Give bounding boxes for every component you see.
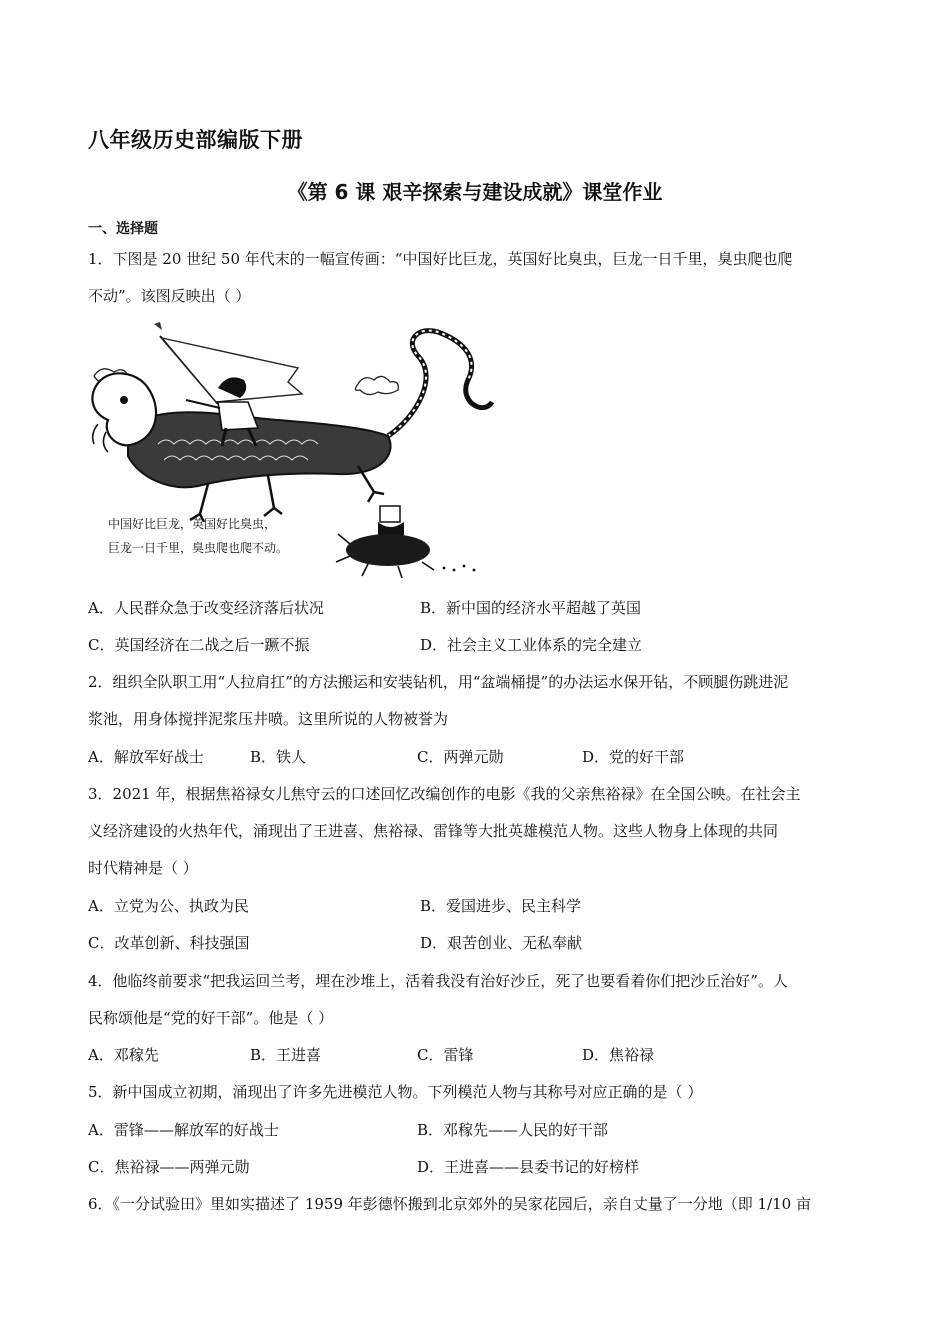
q4-option-c[interactable]: C．雷锋 — [417, 1046, 474, 1064]
cartoon-caption-line1: 中国好比巨龙，英国好比臭虫， — [108, 517, 277, 531]
q1-option-d[interactable]: D．社会主义工业体系的完全建立 — [420, 636, 643, 654]
q2-option-a[interactable]: A．解放军好战士 — [88, 748, 204, 766]
q1-option-b[interactable]: B．新中国的经济水平超越了英国 — [420, 599, 642, 617]
q6-stem-line1: 6．《一分试验田》里如实描述了 1959 年彭德怀搬到北京郊外的吴家花园后，亲自丈量了一分地（即 1/10 亩 — [88, 1195, 811, 1213]
cartoon-caption-line2: 巨龙一日千里，臭虫爬也爬不动。 — [108, 541, 289, 555]
q5-stem-line1: 5．新中国成立初期，涌现出了许多先进模范人物。下列模范人物与其称号对应正确的是（ ） — [88, 1083, 703, 1101]
q5-option-a[interactable]: A．雷锋——解放军的好战士 — [88, 1121, 279, 1139]
q5-option-d[interactable]: D．王进喜——县委书记的好榜样 — [417, 1158, 640, 1176]
q4-stem-line1: 4．他临终前要求“把我运回兰考，埋在沙堆上，活着我没有治好沙丘，死了也要看着你们把沙丘治好”。人 — [88, 972, 788, 990]
q5-option-c[interactable]: C．焦裕禄——两弹元勋 — [88, 1158, 250, 1176]
q3-stem-line1: 3．2021 年，根据焦裕禄女儿焦守云的口述回忆改编创作的电影《我的父亲焦裕禄》在全国公映。在社会主 — [88, 785, 801, 803]
q3-option-a[interactable]: A．立党为公、执政为民 — [88, 897, 249, 915]
q3-stem-line2: 义经济建设的火热年代，涌现出了王进喜、焦裕禄、雷锋等大批英雄模范人物。这些人物身上体现的共同 — [88, 822, 779, 840]
q1-option-a[interactable]: A．人民群众急于改变经济落后状况 — [88, 599, 324, 617]
q4-stem-line2: 民称颂他是“党的好干部”。他是（ ） — [88, 1009, 334, 1027]
q4-option-d[interactable]: D．焦裕禄 — [582, 1046, 655, 1064]
q1-option-c[interactable]: C．英国经济在二战之后一蹶不振 — [88, 636, 310, 654]
q3-option-c[interactable]: C．改革创新、科技强国 — [88, 934, 250, 952]
lesson-title: 《第 6 课 艰辛探索与建设成就》课堂作业 — [287, 180, 663, 204]
q2-option-d[interactable]: D．党的好干部 — [582, 748, 685, 766]
q4-option-a[interactable]: A．邓稼先 — [88, 1046, 159, 1064]
q2-stem-line1: 2．组织全队职工用“人拉肩扛”的方法搬运和安装钻机，用“盆端桶提”的办法运水保开钻，不顾腿伤跳进泥 — [88, 673, 789, 691]
q4-option-b[interactable]: B．王进喜 — [250, 1046, 322, 1064]
q2-option-b[interactable]: B．铁人 — [250, 748, 307, 766]
q2-stem-line2: 浆池，用身体搅拌泥浆压井喷。这里所说的人物被誉为 — [88, 710, 449, 728]
q5-option-b[interactable]: B．邓稼先——人民的好干部 — [417, 1121, 609, 1139]
section-heading: 一、选择题 — [88, 221, 158, 237]
grade-heading: 八年级历史部编版下册 — [88, 128, 303, 152]
q2-option-c[interactable]: C．两弹元勋 — [417, 748, 504, 766]
propaganda-cartoon-image — [88, 316, 500, 584]
q3-option-b[interactable]: B．爱国进步、民主科学 — [420, 897, 582, 915]
q3-stem-line3: 时代精神是（ ） — [88, 859, 198, 877]
q3-option-d[interactable]: D．艰苦创业、无私奉献 — [420, 934, 583, 952]
q1-stem-line2: 不动”。该图反映出（ ） — [88, 287, 251, 305]
q1-stem-line1: 1．下图是 20 世纪 50 年代末的一幅宣传画：“中国好比巨龙，英国好比臭虫，巨龙一日千里，臭虫爬也爬 — [88, 250, 793, 268]
